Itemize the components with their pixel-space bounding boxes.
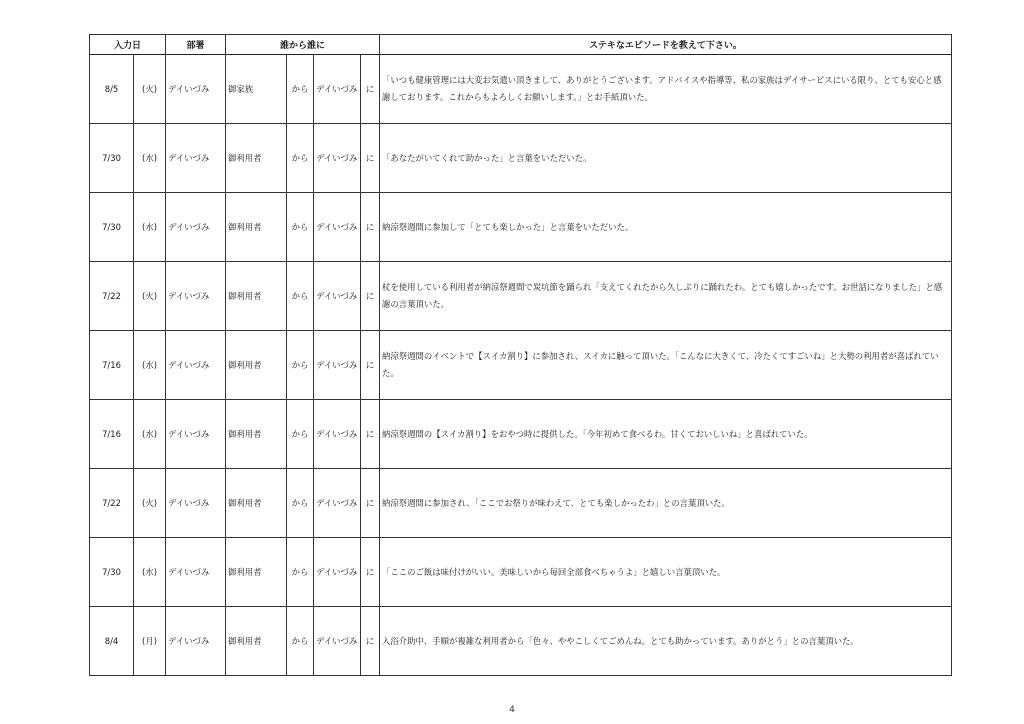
to-particle-cell: に: [361, 193, 380, 262]
to-particle-cell: に: [361, 331, 380, 400]
to-whom-cell: デイいづみ: [314, 331, 361, 400]
entry-date-cell: 7/30: [90, 193, 134, 262]
episode-text-cell: 「いつも健康管理には大変お気遣い頂きまして、ありがとうございます。アドバイスや指導等、私の家族はデイサービスにいる限り、とても安心と感謝しております。これからもよろしくお願いします。」とお手紙頂いた。: [380, 55, 952, 124]
from-particle-cell: から: [287, 538, 314, 607]
from-whom-cell: 御利用者: [226, 469, 287, 538]
from-whom-cell: 御利用者: [226, 400, 287, 469]
table-row: [90, 193, 952, 262]
department-cell: デイいづみ: [166, 262, 226, 331]
table-row: [90, 607, 952, 676]
table-row: [90, 55, 952, 124]
department-cell: デイいづみ: [166, 538, 226, 607]
from-particle-cell: から: [287, 607, 314, 676]
entry-weekday-cell: (水): [134, 538, 166, 607]
entry-weekday-cell: (月): [134, 607, 166, 676]
table-body: [90, 55, 952, 676]
to-whom-cell: デイいづみ: [314, 262, 361, 331]
from-particle-cell: から: [287, 55, 314, 124]
department-cell: デイいづみ: [166, 469, 226, 538]
episode-text-cell: 「あなたがいてくれて助かった」と言葉をいただいた。: [380, 124, 952, 193]
table-row: [90, 400, 952, 469]
page-number: 4: [509, 705, 515, 715]
to-whom-cell: デイいづみ: [314, 124, 361, 193]
to-particle-cell: に: [361, 607, 380, 676]
table-row: [90, 124, 952, 193]
to-particle-cell: に: [361, 538, 380, 607]
from-particle-cell: から: [287, 193, 314, 262]
from-whom-cell: 御利用者: [226, 331, 287, 400]
episode-text-cell: 納涼祭週間に参加され、「ここでお祭りが味わえて、とても楽しかったわ」との言葉頂いた。: [380, 469, 952, 538]
to-particle-cell: に: [361, 262, 380, 331]
episode-text-cell: 納涼祭週間のイベントで【スイカ割り】に参加され、スイカに触って頂いた。「こんなに大きくて、冷たくてすごいね」と大勢の利用者が喜ばれていた。: [380, 331, 952, 400]
from-whom-cell: 御利用者: [226, 538, 287, 607]
episode-text-cell: 杖を使用している利用者が納涼祭週間で炭坑節を踊られ「支えてくれたから久しぶりに踊れたわ。とても嬉しかったです。お世話になりました」と感謝の言葉頂いた。: [380, 262, 952, 331]
entry-weekday-cell: (水): [134, 400, 166, 469]
department-cell: デイいづみ: [166, 193, 226, 262]
entry-weekday-cell: (火): [134, 55, 166, 124]
episode-text-cell: 「ここのご飯は味付けがいい。美味しいから毎回全部食べちゃうよ」と嬉しい言葉頂いた。: [380, 538, 952, 607]
from-whom-cell: 御家族: [226, 55, 287, 124]
entry-weekday-cell: (火): [134, 469, 166, 538]
episode-text-cell: 納涼祭週間に参加して「とても楽しかった」と言葉をいただいた。: [380, 193, 952, 262]
from-particle-cell: から: [287, 400, 314, 469]
department-cell: デイいづみ: [166, 55, 226, 124]
department-cell: デイいづみ: [166, 400, 226, 469]
entry-date-cell: 7/22: [90, 262, 134, 331]
entry-date-cell: 7/16: [90, 331, 134, 400]
to-whom-cell: デイいづみ: [314, 607, 361, 676]
from-whom-cell: 御利用者: [226, 262, 287, 331]
entry-weekday-cell: (水): [134, 193, 166, 262]
header-who: 誰から誰に: [226, 35, 380, 55]
to-particle-cell: に: [361, 124, 380, 193]
header-date: 入力日: [90, 35, 166, 55]
to-whom-cell: デイいづみ: [314, 193, 361, 262]
entry-date-cell: 8/4: [90, 607, 134, 676]
from-whom-cell: 御利用者: [226, 124, 287, 193]
from-particle-cell: から: [287, 331, 314, 400]
table-row: [90, 331, 952, 400]
to-particle-cell: に: [361, 400, 380, 469]
from-particle-cell: から: [287, 262, 314, 331]
to-particle-cell: に: [361, 469, 380, 538]
header-row: [90, 35, 952, 55]
to-whom-cell: デイいづみ: [314, 469, 361, 538]
to-whom-cell: デイいづみ: [314, 55, 361, 124]
episode-table: [89, 34, 952, 676]
table-row: [90, 538, 952, 607]
from-particle-cell: から: [287, 469, 314, 538]
entry-weekday-cell: (火): [134, 262, 166, 331]
from-whom-cell: 御利用者: [226, 607, 287, 676]
entry-date-cell: 7/16: [90, 400, 134, 469]
entry-weekday-cell: (水): [134, 331, 166, 400]
from-whom-cell: 御利用者: [226, 193, 287, 262]
entry-weekday-cell: (水): [134, 124, 166, 193]
to-whom-cell: デイいづみ: [314, 538, 361, 607]
entry-date-cell: 8/5: [90, 55, 134, 124]
entry-date-cell: 7/22: [90, 469, 134, 538]
header-dept: 部署: [166, 35, 226, 55]
entry-date-cell: 7/30: [90, 124, 134, 193]
episode-text-cell: 入浴介助中、手順が複雑な利用者から「色々、ややこしくてごめんね。とても助かっています。ありがとう」との言葉頂いた。: [380, 607, 952, 676]
episode-text-cell: 納涼祭週間の【スイカ割り】をおやつ時に提供した。「今年初めて食べるわ。甘くておいしいね」と喜ばれていた。: [380, 400, 952, 469]
entry-date-cell: 7/30: [90, 538, 134, 607]
table-row: [90, 262, 952, 331]
table-row: [90, 469, 952, 538]
department-cell: デイいづみ: [166, 331, 226, 400]
department-cell: デイいづみ: [166, 124, 226, 193]
header-episode: ステキなエピソードを教えて下さい。: [380, 35, 952, 55]
from-particle-cell: から: [287, 124, 314, 193]
department-cell: デイいづみ: [166, 607, 226, 676]
to-whom-cell: デイいづみ: [314, 400, 361, 469]
to-particle-cell: に: [361, 55, 380, 124]
